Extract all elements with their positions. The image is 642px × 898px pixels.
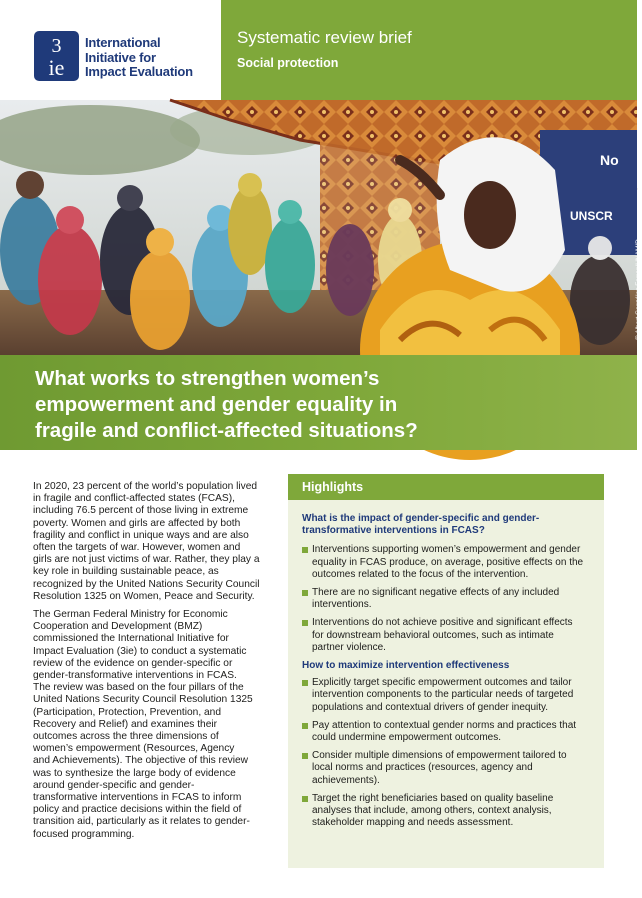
- photo-credit: © Albert González Farran/UNAMID: [635, 239, 642, 340]
- heading-line: What is the impact of gender-specific and gender-: [302, 513, 540, 524]
- title-band: [0, 355, 637, 450]
- text-line: poverty. Women and girls are affected by both: [33, 517, 241, 529]
- text-line: The German Federal Ministry for Economic: [33, 609, 228, 621]
- text-line: achievements).: [312, 774, 380, 786]
- text-line: focused programming.: [33, 828, 135, 840]
- text-line: United Nations Security Council Resolution 1325: [33, 694, 253, 706]
- banner-text: UNSCR: [570, 209, 613, 223]
- square-bullet-icon: [302, 547, 308, 553]
- 3ie-logo-icon: [34, 31, 79, 81]
- square-bullet-icon: [302, 590, 308, 596]
- intro-column: [33, 481, 273, 841]
- text-line: Target the right beneficiaries based on quality baseline: [312, 792, 554, 804]
- text-line: fragility and conflict in unique ways and are also: [33, 529, 249, 541]
- intro-paragraph: [33, 481, 273, 603]
- text-line: Pay attention to contextual gender norms and practices that: [312, 719, 577, 731]
- text-line: gender-transformative interventions in FCAS.: [33, 670, 237, 682]
- highlights-box: [288, 474, 604, 868]
- text-line: (Participation, Protection, Prevention, and: [33, 706, 222, 718]
- text-line: around gender-specific and gender-: [33, 779, 195, 791]
- organization-name: [85, 36, 215, 80]
- text-line: local norms and practices (resources, agency and: [312, 762, 533, 774]
- text-line: partner violence.: [312, 641, 386, 653]
- brief-type-title: Systematic review brief: [237, 28, 412, 47]
- brief-topic-label: Social protection: [237, 56, 339, 70]
- text-line: Consider multiple dimensions of empowerment tailored to: [312, 750, 567, 762]
- highlights-section-heading: How to maximize intervention effectiveness: [302, 660, 510, 672]
- logo-glyph-3: 3: [51, 35, 62, 57]
- cover-photo-illustration: [0, 100, 637, 355]
- text-line: for downstream behavioral outcomes, such as intimate: [312, 629, 554, 641]
- brief-type-panel: [221, 0, 637, 100]
- highlight-item: [302, 793, 596, 830]
- title-line: fragile and conflict-affected situations?: [35, 419, 418, 442]
- text-line: in fragile and conflict-affected states (FCAS),: [33, 493, 235, 505]
- square-bullet-icon: [302, 753, 308, 759]
- text-line: intervention components to the particular needs of targeted: [312, 689, 574, 701]
- text-line: equality in FCAS produce, on average, positive effects on the: [312, 556, 584, 568]
- highlights-body: [288, 500, 604, 829]
- text-line: populations and contextual drivers of gender inequity.: [312, 701, 549, 713]
- highlight-item: [302, 617, 596, 654]
- text-line: girls are not just victims of war. Rather, they play a: [33, 554, 260, 566]
- text-line: outcomes related to the focus of the intervention.: [312, 568, 529, 580]
- banner-text: No: [600, 152, 619, 168]
- text-line: There are no significant negative effects of any included: [312, 587, 560, 599]
- text-line: Recovery and Relief) and examines their: [33, 718, 218, 730]
- logo-line: International: [85, 35, 161, 50]
- intro-paragraph: [33, 609, 273, 841]
- text-line: transformative interventions in FCAS to inform: [33, 792, 242, 804]
- text-line: policy and practice decisions within the field of: [33, 804, 242, 816]
- highlight-item: [302, 677, 596, 714]
- logo-line: Initiative for: [85, 49, 156, 65]
- square-bullet-icon: [302, 620, 308, 626]
- text-line: women’s empowerment (Resources, Agency: [33, 743, 235, 755]
- logo-panel: [0, 0, 221, 100]
- highlight-item: [302, 544, 596, 581]
- highlight-item: [302, 750, 596, 787]
- cover-photo: [0, 100, 642, 355]
- heading-line: transformative interventions in FCAS?: [302, 525, 485, 537]
- text-line: analyses that include, among others, context analysis,: [312, 805, 552, 817]
- text-line: Resolution 1325 on Women, Peace and Security.: [33, 590, 255, 602]
- text-line: was to synthesize the large body of evidence: [33, 767, 236, 779]
- text-line: commissioned the International Initiative for: [33, 633, 229, 645]
- highlights-section-heading: [302, 513, 596, 537]
- title-line: What works to strengthen women’s: [35, 367, 380, 390]
- text-line: interventions.: [312, 599, 372, 611]
- page-title: [35, 366, 625, 444]
- text-line: could undermine empowerment outcomes.: [312, 732, 501, 744]
- text-line: Interventions supporting women’s empowerment and gender: [312, 544, 581, 556]
- text-line: often the targets of war. However, women and: [33, 542, 241, 554]
- square-bullet-icon: [302, 680, 308, 686]
- title-line: empowerment and gender equality in: [35, 393, 398, 416]
- text-line: including 76.5 percent of those living in extreme: [33, 505, 249, 517]
- text-line: Interventions do not achieve positive and significant effects: [312, 617, 573, 629]
- text-line: and Achievements). The objective of this review: [33, 755, 248, 767]
- text-line: Impact Evaluation (3ie) to conduct a systematic: [33, 645, 247, 657]
- text-line: The review was based on the four pillars of the: [33, 682, 244, 694]
- text-line: recognized by the United Nations Security Council: [33, 578, 260, 590]
- text-line: stakeholder mapping and needs assessment.: [312, 817, 514, 829]
- logo-line: Impact Evaluation: [85, 64, 193, 79]
- text-line: Explicitly target specific empowerment outcomes and tailor: [312, 677, 572, 689]
- logo-glyph-ie: ie: [48, 55, 65, 80]
- highlight-item: [302, 587, 596, 611]
- text-line: key role in building sustainable peace, as: [33, 566, 219, 578]
- text-line: review of the evidence on gender-specific or: [33, 657, 233, 669]
- highlight-item: [302, 720, 596, 744]
- highlights-title: Highlights: [288, 474, 604, 500]
- text-line: In 2020, 23 percent of the world’s population lived: [33, 481, 258, 492]
- square-bullet-icon: [302, 723, 308, 729]
- text-line: transition aid, particularly as it relates to gender-: [33, 816, 250, 828]
- square-bullet-icon: [302, 796, 308, 802]
- text-line: outcomes across the three dimensions of: [33, 731, 219, 743]
- text-line: Cooperation and Development (BMZ): [33, 621, 203, 633]
